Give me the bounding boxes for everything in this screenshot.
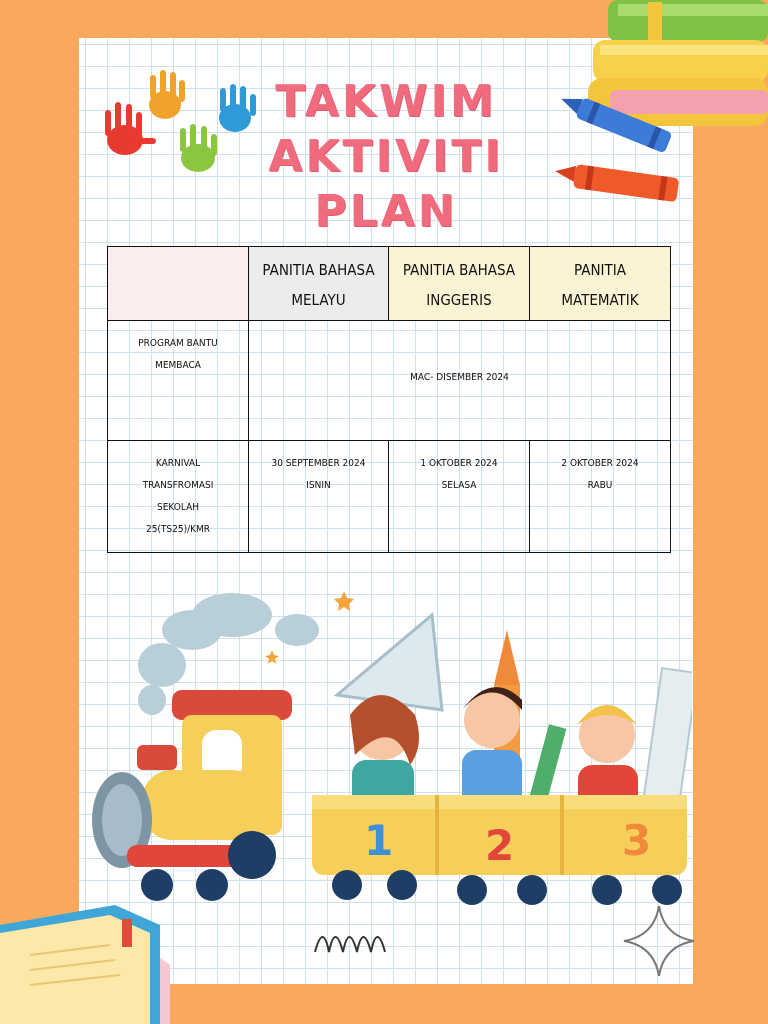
table-header-row xyxy=(108,247,671,321)
row-label: PROGRAM BANTU MEMBACA xyxy=(138,338,218,371)
table-row xyxy=(108,441,671,553)
squiggle-icon xyxy=(310,912,400,972)
train-number-3: 3 xyxy=(622,816,652,865)
day-text: RABU xyxy=(587,480,613,491)
date-cell-bm xyxy=(249,441,389,553)
row-label-cell xyxy=(108,321,249,441)
merged-date-cell xyxy=(249,321,671,441)
train-number-1: 1 xyxy=(364,816,394,865)
date-text: 2 OKTOBER 2024 xyxy=(561,458,639,469)
date-cell-content xyxy=(249,441,388,497)
date-text: 1 OKTOBER 2024 xyxy=(420,458,498,469)
day-text: ISNIN xyxy=(306,480,331,491)
sparkle-icon xyxy=(622,904,696,978)
header-label-bm: PANITIA BAHASA MELAYU xyxy=(262,261,375,309)
train-illustration xyxy=(82,585,692,915)
row-label: KARNIVAL TRANSFROMASI SEKOLAH 25(TS25)/KMR xyxy=(142,458,214,535)
date-cell-content xyxy=(530,441,670,497)
header-cell-bm xyxy=(249,247,389,321)
date-cell-content xyxy=(389,441,529,497)
date-cell-math xyxy=(530,441,671,553)
title-line-2: AKTIVITI xyxy=(268,131,504,182)
header-cell-math xyxy=(530,247,671,321)
star-icon xyxy=(334,591,354,611)
open-book-icon xyxy=(0,905,175,1024)
merged-date: MAC- DISEMBER 2024 xyxy=(410,372,509,383)
date-text: 30 SEPTEMBER 2024 xyxy=(271,458,366,469)
header-label-bi: PANITIA BAHASA INGGERIS xyxy=(402,261,516,309)
title-line-3: PLAN xyxy=(314,186,458,237)
title-line-1: TAKWIM xyxy=(275,76,497,127)
table-row xyxy=(108,321,671,441)
header-label-math: PANITIA MATEMATIK xyxy=(561,261,639,309)
row-label-cell xyxy=(108,441,249,553)
header-cell-bi xyxy=(389,247,530,321)
header-cell-empty xyxy=(108,247,249,321)
activity-table xyxy=(107,246,671,553)
day-text: SELASA xyxy=(441,480,477,491)
train-number-2: 2 xyxy=(485,821,515,870)
date-cell-bi xyxy=(389,441,530,553)
